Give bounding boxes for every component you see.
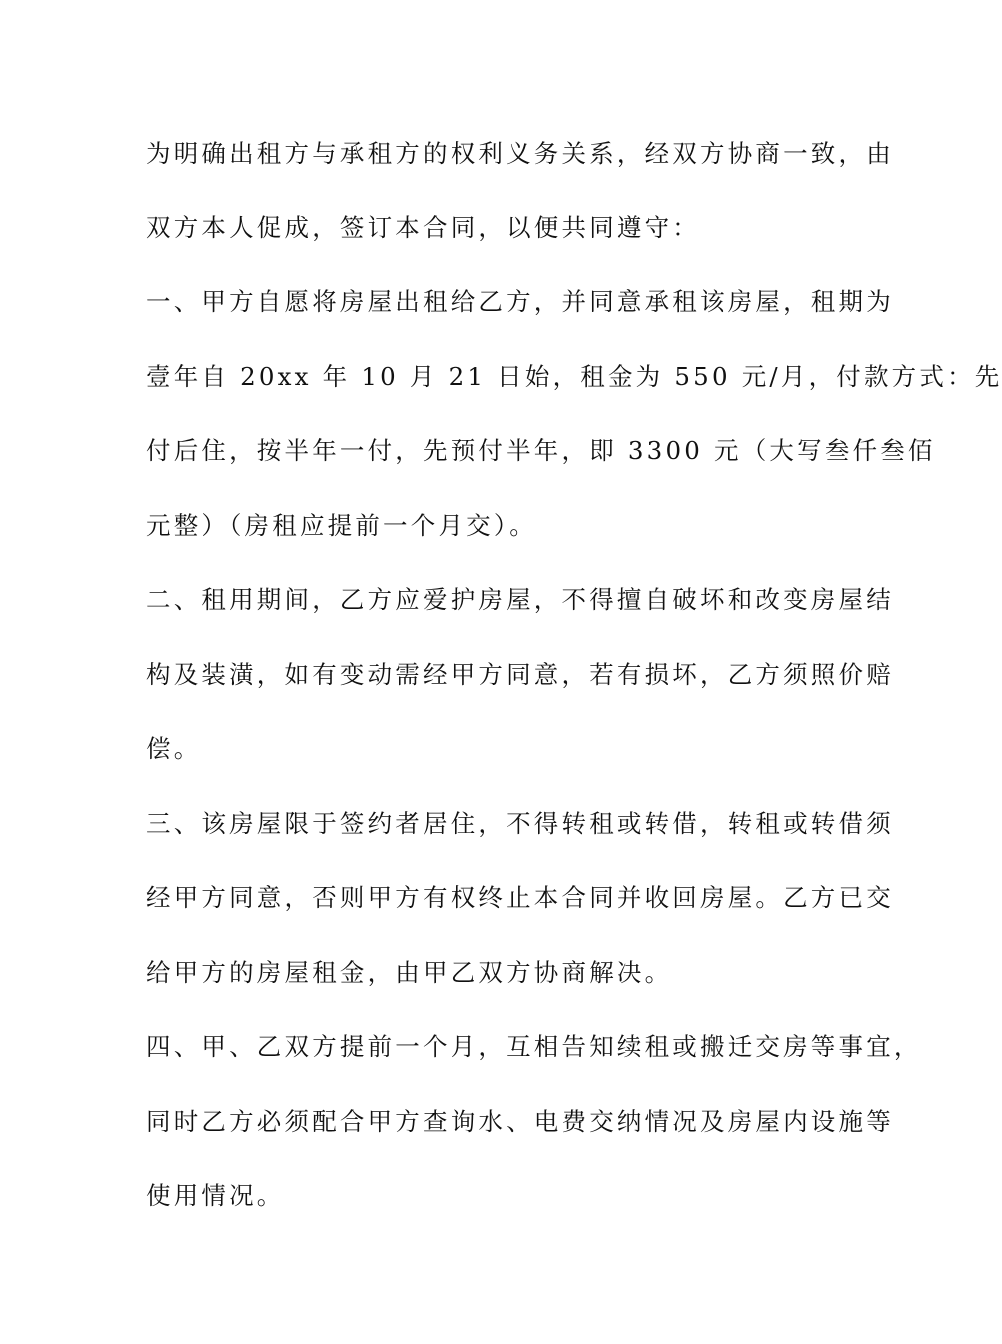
text-line: 双方本人促成，签订本合同，以便共同遵守： bbox=[146, 213, 700, 242]
text-line: 三、该房屋限于签约者居住，不得转租或转借，转租或转借须 bbox=[146, 809, 894, 838]
text-line: 壹年自 20xx 年 10 月 21 日始，租金为 550 元/月，付款方式：先 bbox=[146, 362, 1002, 391]
text-line: 二、租用期间，乙方应爱护房屋，不得擅自破坏和改变房屋结 bbox=[146, 585, 894, 614]
text-line: 经甲方同意，否则甲方有权终止本合同并收回房屋。乙方已交 bbox=[146, 883, 894, 912]
text-line: 给甲方的房屋租金，由甲乙双方协商解决。 bbox=[146, 958, 673, 987]
text-line: 使用情况。 bbox=[146, 1181, 285, 1210]
text-line: 付后住，按半年一付，先预付半年，即 3300 元（大写叁仟叁佰 bbox=[146, 436, 936, 465]
text-line: 元整）（房租应提前一个月交）。 bbox=[146, 511, 537, 540]
text-line: 一、甲方自愿将房屋出租给乙方，并同意承租该房屋，租期为 bbox=[146, 287, 894, 316]
text-line: 同时乙方必须配合甲方查询水、电费交纳情况及房屋内设施等 bbox=[146, 1107, 894, 1136]
text-line: 四、甲、乙双方提前一个月，互相告知续租或搬迁交房等事宜， bbox=[146, 1032, 922, 1061]
text-line: 为明确出租方与承租方的权利义务关系，经双方协商一致，由 bbox=[146, 139, 894, 168]
text-line: 构及装潢，如有变动需经甲方同意，若有损坏，乙方须照价赔 bbox=[146, 660, 894, 689]
text-line: 偿。 bbox=[146, 734, 202, 763]
